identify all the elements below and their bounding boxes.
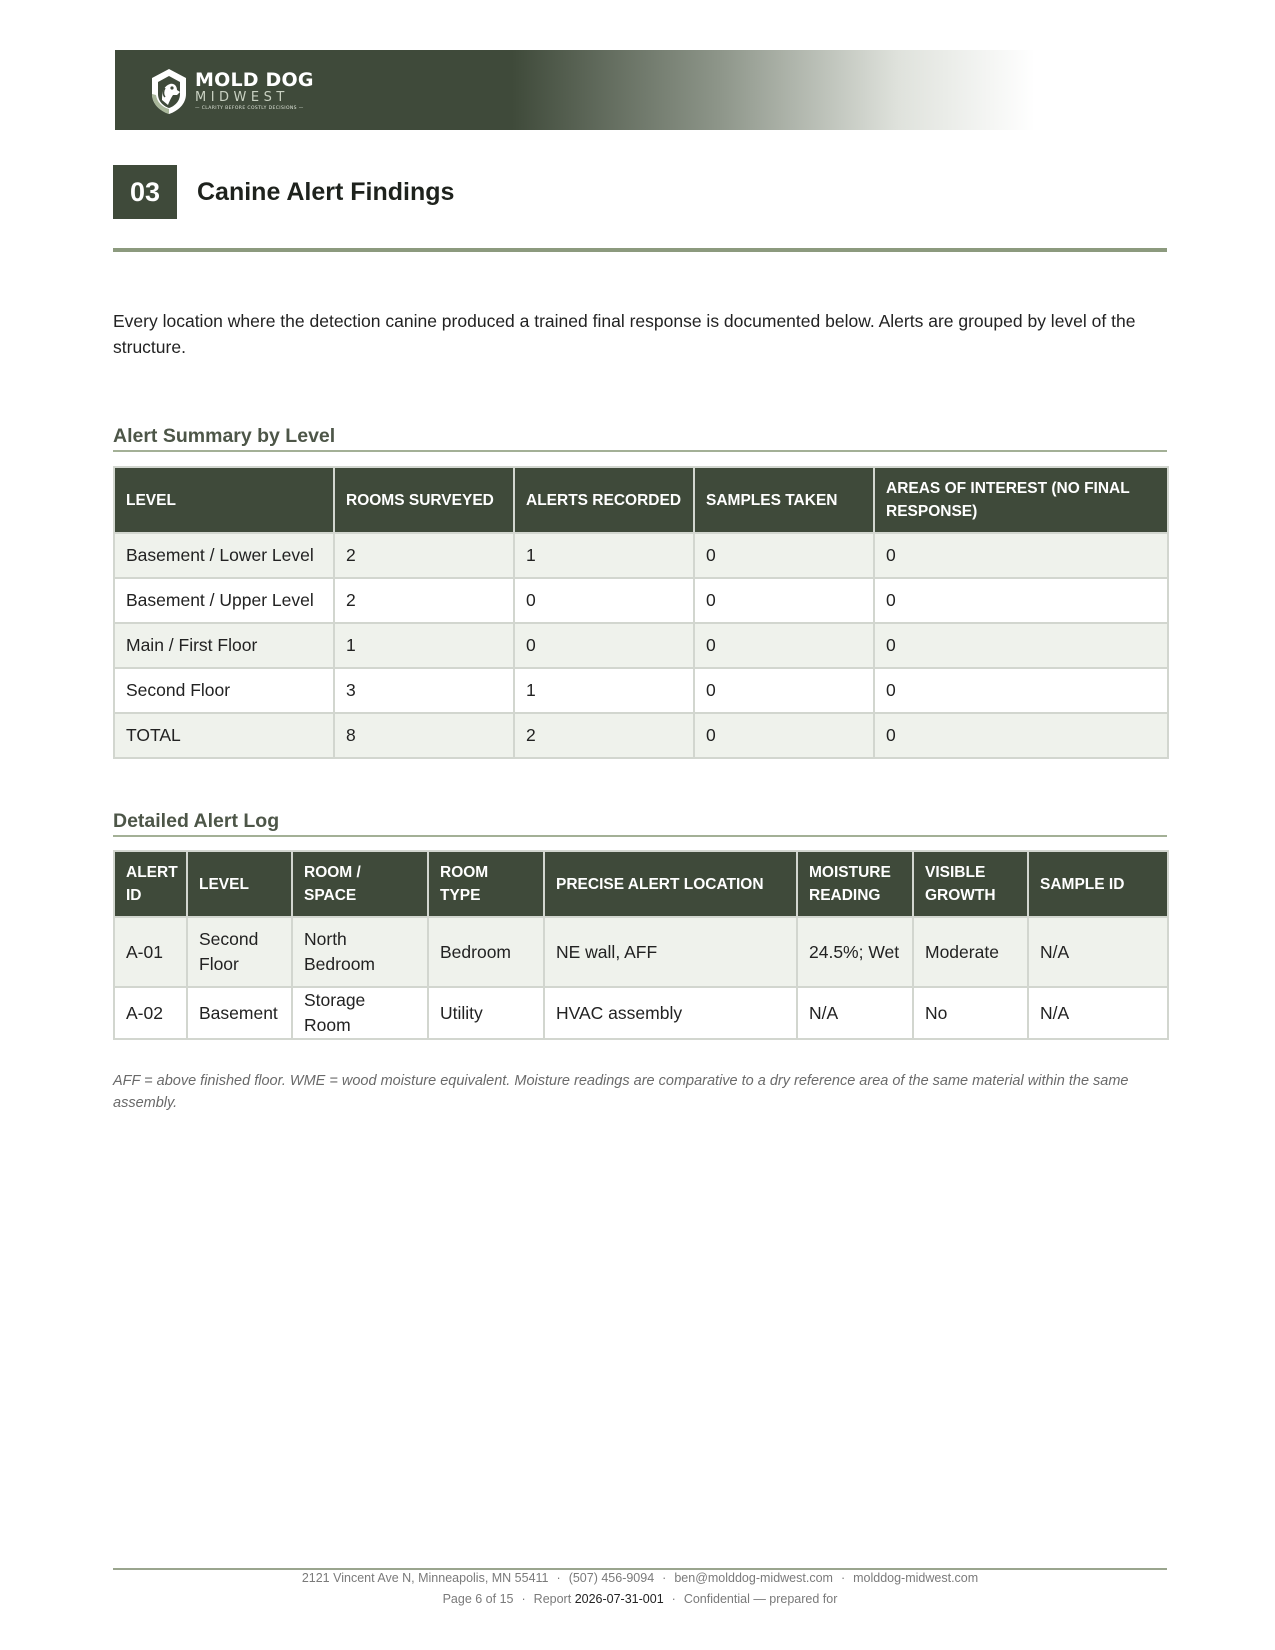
footer-divider: [113, 1568, 1167, 1570]
table-cell: Storage Room: [292, 987, 428, 1039]
section-header: [113, 165, 454, 219]
column-header: ALERT ID: [114, 851, 187, 917]
column-header: SAMPLE ID: [1028, 851, 1168, 917]
table-cell: 8: [334, 713, 514, 758]
table-cell: Basement / Lower Level: [114, 533, 334, 578]
table-cell: Second Floor: [114, 668, 334, 713]
table-cell: Utility: [428, 987, 544, 1039]
section-title: Canine Alert Findings: [197, 177, 455, 206]
footer-contact-line: 2121 Vincent Ave N, Minneapolis, MN 55411 · (507) 456-9094 · ben@molddog-midwest.com · molddog-midwest.com: [301, 1571, 979, 1585]
table-cell: N/A: [1028, 987, 1168, 1039]
table-cell: N/A: [1028, 917, 1168, 987]
table-cell: 2: [334, 578, 514, 623]
header-banner: [115, 50, 1160, 130]
column-header: SAMPLES TAKEN: [694, 467, 874, 533]
table-cell: 1: [334, 623, 514, 668]
table-cell: NE wall, AFF: [544, 917, 797, 987]
table-cell: Second Floor: [187, 917, 292, 987]
column-header: LEVEL: [187, 851, 292, 917]
table-cell: 3: [334, 668, 514, 713]
company-logo: [149, 64, 314, 118]
logo-tagline: — CLARITY BEFORE COSTLY DECISIONS —: [195, 105, 304, 111]
section-divider: [113, 248, 1167, 252]
table-total-row: [114, 713, 1168, 758]
footer-email: ben@molddog-midwest.com: [674, 1571, 833, 1585]
table-cell: North Bedroom: [292, 917, 428, 987]
table-row: [114, 578, 1168, 623]
confidential-note: Confidential — prepared for: [683, 1592, 838, 1606]
table-cell: 0: [874, 668, 1168, 713]
page-number: Page 6 of 15: [442, 1592, 514, 1606]
table-row: [114, 623, 1168, 668]
table-cell: 1: [514, 533, 694, 578]
table-cell: 0: [694, 533, 874, 578]
table-cell: Basement: [187, 987, 292, 1039]
table-cell: 0: [874, 623, 1168, 668]
table-cell: 0: [694, 578, 874, 623]
report-label: Report: [533, 1592, 572, 1606]
table-cell: N/A: [797, 987, 913, 1039]
table-cell: 0: [694, 623, 874, 668]
section-number: 03: [113, 165, 177, 219]
table-cell: A-02: [114, 987, 187, 1039]
column-header: VISIBLE GROWTH: [913, 851, 1028, 917]
dog-shield-icon: [149, 67, 189, 115]
table-cell: HVAC assembly: [544, 987, 797, 1039]
table-cell: 1: [514, 668, 694, 713]
summary-heading: Alert Summary by Level: [113, 425, 1167, 452]
table-row: [114, 987, 1168, 1039]
logo-subwordmark: MIDWEST: [195, 89, 289, 105]
table-footnote: AFF = above finished floor. WME = wood moisture equivalent. Moisture readings are comparative to a dry reference area of the same material within the same assembly.: [113, 1073, 1129, 1111]
alert-log-heading: Detailed Alert Log: [113, 810, 1167, 837]
table-cell: 0: [514, 623, 694, 668]
table-cell: 24.5%; Wet: [797, 917, 913, 987]
footer-phone: (507) 456-9094: [568, 1571, 655, 1585]
table-cell: TOTAL: [114, 713, 334, 758]
table-cell: 0: [874, 713, 1168, 758]
column-header: PRECISE ALERT LOCATION: [544, 851, 797, 917]
footer-website: molddog-midwest.com: [853, 1571, 979, 1585]
column-header: LEVEL: [114, 467, 334, 533]
column-header: ROOM TYPE: [428, 851, 544, 917]
table-header-row: [114, 467, 1168, 533]
detailed-alert-log-table: [113, 850, 1169, 1040]
column-header: ALERTS RECORDED: [514, 467, 694, 533]
table-row: [114, 533, 1168, 578]
column-header: AREAS OF INTEREST (NO FINAL RESPONSE): [874, 467, 1168, 533]
table-cell: 0: [694, 713, 874, 758]
table-cell: Moderate: [913, 917, 1028, 987]
table-cell: 0: [694, 668, 874, 713]
table-cell: 0: [874, 578, 1168, 623]
table-cell: 2: [514, 713, 694, 758]
table-cell: 0: [874, 533, 1168, 578]
footer-address: 2121 Vincent Ave N, Minneapolis, MN 55411: [301, 1571, 549, 1585]
table-cell: 0: [514, 578, 694, 623]
table-cell: 2: [334, 533, 514, 578]
column-header: MOISTURE READING: [797, 851, 913, 917]
alert-summary-table: [113, 466, 1169, 759]
table-cell: Bedroom: [428, 917, 544, 987]
table-cell: No: [913, 987, 1028, 1039]
section-intro: Every location where the detection canine produced a trained final response is documented below. Alerts are grouped by level of the structure.: [113, 311, 1136, 357]
table-cell: Basement / Upper Level: [114, 578, 334, 623]
table-row: [114, 668, 1168, 713]
footer-report-line: Page 6 of 15 · Report 2026-07-31-001 · Confidential — prepared for: [442, 1592, 838, 1606]
logo-wordmark: MOLD DOG: [195, 68, 314, 91]
column-header: ROOM / SPACE: [292, 851, 428, 917]
table-header-row: [114, 851, 1168, 917]
table-cell: A-01: [114, 917, 187, 987]
report-id: 2026-07-31-001: [574, 1592, 664, 1606]
column-header: ROOMS SURVEYED: [334, 467, 514, 533]
table-row: [114, 917, 1168, 987]
table-cell: Main / First Floor: [114, 623, 334, 668]
